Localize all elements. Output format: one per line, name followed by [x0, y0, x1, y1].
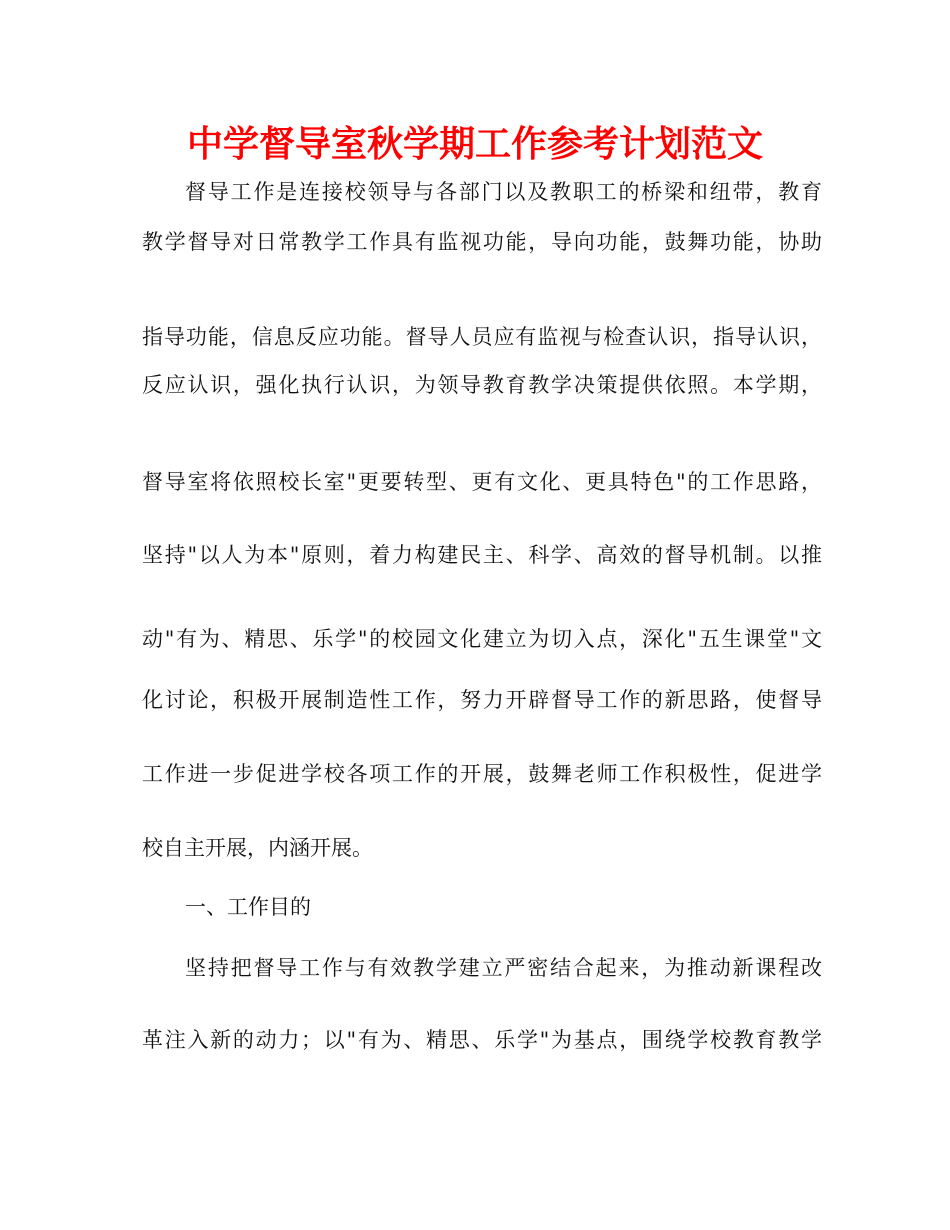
- paragraph-line: 坚持把督导工作与有效教学建立严密结合起来，为推动新课程改: [185, 956, 822, 980]
- section-heading: 一、工作目的: [185, 895, 311, 919]
- paragraph-line: 督导工作是连接校领导与各部门以及教职工的桥梁和纽带，教育: [185, 180, 822, 204]
- paragraph-line: 校自主开展，内涵开展。: [142, 836, 373, 860]
- paragraph-line: 教学督导对日常教学工作具有监视功能，导向功能，鼓舞功能，协助: [142, 230, 822, 254]
- paragraph-line: 动"有为、精思、乐学"的校园文化建立为切入点，深化"五生课堂"文: [142, 627, 822, 651]
- paragraph-line: 坚持"以人为本"原则，着力构建民主、科学、高效的督导机制。以推: [142, 543, 822, 567]
- paragraph-line: 工作进一步促进学校各项工作的开展，鼓舞老师工作积极性，促进学: [142, 762, 822, 786]
- paragraph-line: 反应认识，强化执行认识，为领导教育教学决策提供依照。本学期，: [142, 373, 822, 397]
- paragraph-line: 革注入新的动力；以"有为、精思、乐学"为基点，围绕学校教育教学: [142, 1028, 822, 1052]
- paragraph-line: 督导室将依照校长室"更要转型、更有文化、更具特色"的工作思路，: [142, 470, 822, 494]
- paragraph-line: 化讨论，积极开展制造性工作，努力开辟督导工作的新思路，使督导: [142, 688, 822, 712]
- document-title: 中学督导室秋学期工作参考计划范文: [186, 124, 763, 165]
- paragraph-line: 指导功能，信息反应功能。督导人员应有监视与检查认识，指导认识，: [142, 325, 822, 349]
